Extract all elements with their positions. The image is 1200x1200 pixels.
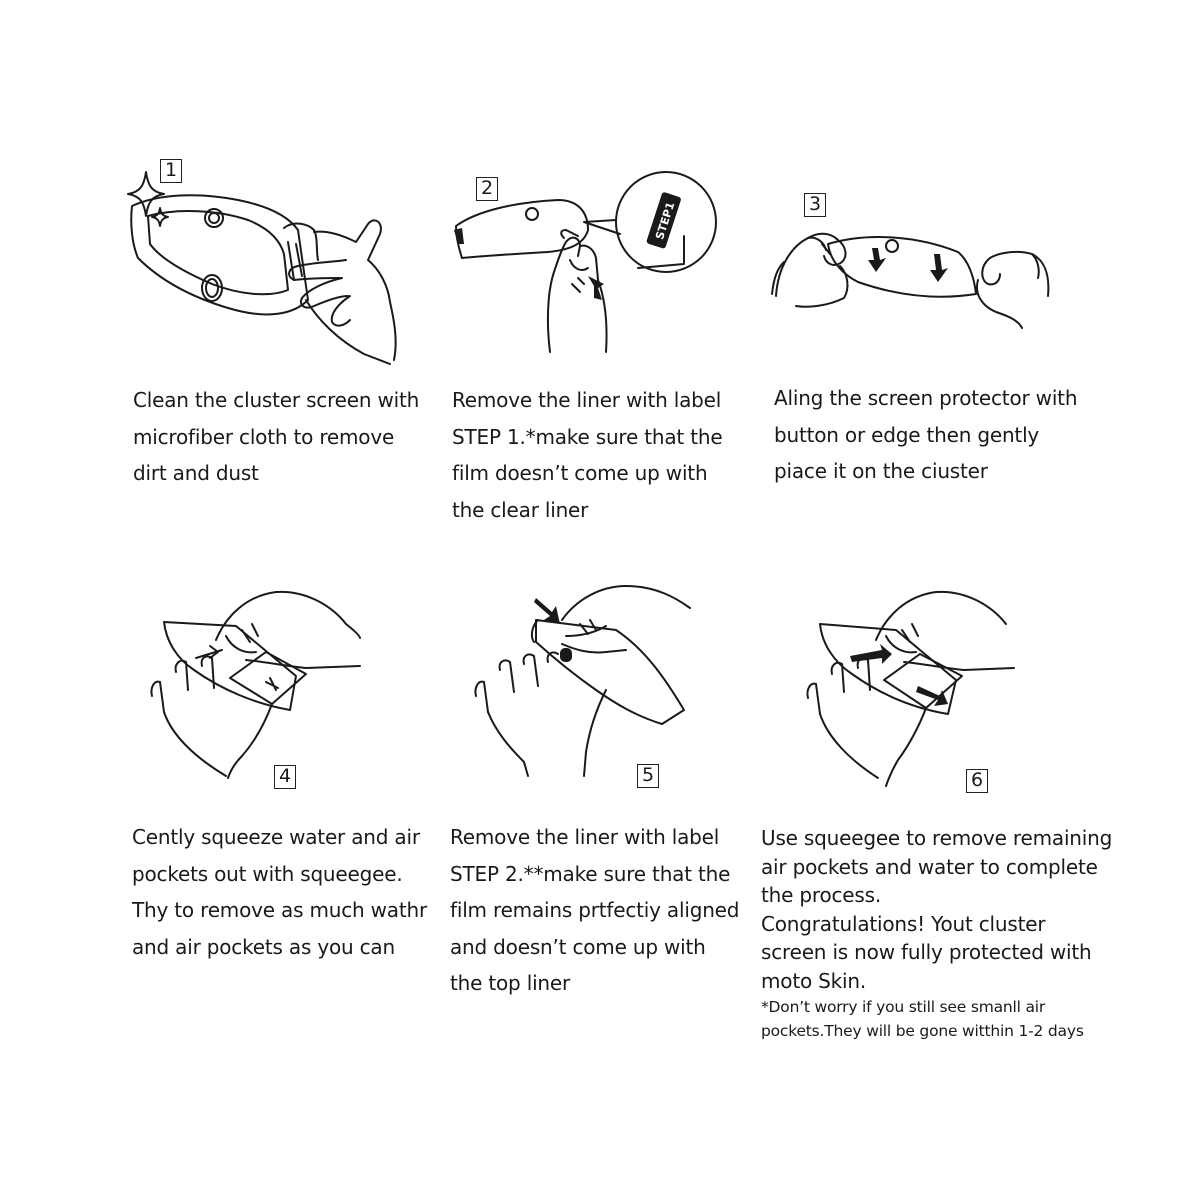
step-2-caption xyxy=(452,382,722,528)
step-5-number: 5 xyxy=(637,764,659,788)
step-5-line: the top liner xyxy=(450,971,571,995)
step-4-line: Cently squeeze water and air xyxy=(132,825,420,849)
step-6-line: air pockets and water to complete xyxy=(761,854,1098,879)
step-3-caption xyxy=(774,380,1077,490)
step-2-line: the clear liner xyxy=(452,497,589,522)
step-5-line: Remove the liner with label xyxy=(450,825,720,849)
step-2-tag-label: STEP1 xyxy=(653,200,678,242)
step-3-number: 3 xyxy=(804,193,826,217)
step-4-line: pockets out with squeegee. xyxy=(132,861,403,886)
step-5-illustration xyxy=(466,580,696,780)
step-4-number: 4 xyxy=(274,765,296,789)
step-6-line: Congratulations! Yout cluster xyxy=(761,911,1046,936)
step-6-line: screen is now fully protected with xyxy=(761,940,1092,964)
step-4-caption xyxy=(132,819,427,965)
step-1-line: Clean the cluster screen with xyxy=(133,388,420,412)
step-6-caption xyxy=(761,824,1112,1043)
step-5-line: STEP 2.**make sure that the xyxy=(450,861,731,886)
step-6-line: Use squeegee to remove remaining xyxy=(761,826,1113,850)
step-2-line: Remove the liner with label xyxy=(452,388,722,412)
step-5-line: film remains prtfectiy aligned xyxy=(450,898,740,922)
step-6-note-line: *Don’t worry if you still see smanll air xyxy=(761,998,1046,1016)
step-4-line: Thy to remove as much wathr xyxy=(132,898,428,922)
step-1-number: 1 xyxy=(160,159,182,183)
step-5-caption xyxy=(450,819,739,1002)
step-6-note-line: pockets.They will be gone witthin 1-2 days xyxy=(761,1022,1084,1040)
step-4-illustration xyxy=(146,580,366,780)
step-6-line: the process. xyxy=(761,883,881,907)
step-3-line: button or edge then gently xyxy=(774,422,1040,447)
step-1-line: microfiber cloth to remove xyxy=(133,424,395,449)
step-1-line: dirt and dust xyxy=(133,461,259,485)
step-4-line: and air pockets as you can xyxy=(132,934,395,959)
step-1-illustration xyxy=(118,150,408,370)
step-6-illustration xyxy=(800,580,1020,790)
step-3-line: Aling the screen protector with xyxy=(774,386,1078,410)
step-5-line: and doesn’t come up with xyxy=(450,934,706,959)
step-6-line: moto Skin. xyxy=(761,968,867,993)
step-2-line: film doesn’t come up with xyxy=(452,461,708,485)
step-2-number: 2 xyxy=(476,177,498,201)
step-6-number: 6 xyxy=(966,769,988,793)
step-2-line: STEP 1.*make sure that the xyxy=(452,424,723,449)
step-1-caption xyxy=(133,382,419,492)
sparkle-icon xyxy=(128,172,164,216)
step-3-illustration xyxy=(768,196,1058,346)
step-3-line: piace it on the ciuster xyxy=(774,459,988,483)
